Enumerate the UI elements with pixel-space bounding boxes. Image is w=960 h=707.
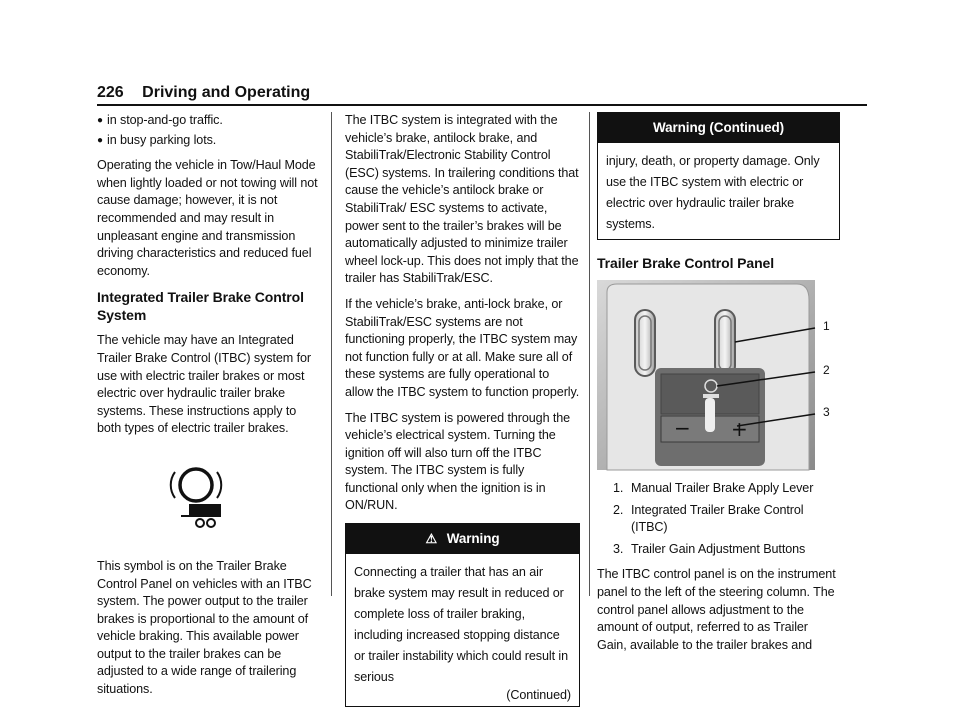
warning-continued-header: Warning (Continued) [598,113,839,143]
warning-header [346,524,579,554]
bullet-text: in stop-and-go traffic. [107,113,223,127]
bullet-item [97,132,319,150]
trailer-brake-symbol [97,464,319,544]
panel-photo [597,280,837,470]
list-item: 1. Manual Trailer Brake Apply Lever [613,481,814,495]
column-divider [589,112,590,596]
paragraph: Operating the vehicle in Tow/Haul Mode when lightly loaded or not towing will not cause damage; however, it is not recommended and may result in unpleasant engine and transmission driving characteristics and reduced fuel economy. [97,158,318,278]
paragraph: The ITBC system is integrated with the vehicle’s brake, antilock brake, and StabiliTrak/Electronic Stability Control (ESC) systems. In trailering conditions that cause the vehicle’s antilock brake or StabiliTrak/ ESC systems to activate, power sent to the trailer’s brakes will be automatically adjusted to minimize trailer wheel lock-up. This does not imply that the trailer has StabiliTrak/ESC. [345,113,579,286]
warning-box [345,523,580,707]
svg-text:+: + [731,417,748,441]
bullet-item [97,112,319,130]
column-2 [345,112,580,707]
paragraph: If the vehicle’s brake, anti-lock brake, or StabiliTrak/ESC systems are not functioning properly, the ITBC system may not function fully or at all. Make sure all of these systems are fully operational to allow the ITBC system to function properly. [345,296,580,399]
section-title: Driving and Operating [142,84,311,101]
paragraph: The ITBC control panel is on the instrument panel to the left of the steering column. The control panel allows adjustment to the amount of output, referred to as Trailer Gain, available to the trailer brakes and [597,567,836,652]
trailer-brake-panel-illustration [597,280,837,470]
callout-3: 3 [823,405,830,419]
bullet-text: in busy parking lots. [107,132,217,147]
list-item: 3. Trailer Gain Adjustment Buttons [613,541,806,556]
continued-label: (Continued) [506,688,571,703]
list-item: 2. Integrated Trailer Brake Control (ITBC) [613,502,804,535]
header-rule [97,104,867,106]
warning-text: Connecting a trailer that has an air brake system may result in reduced or complete loss of trailer braking, including increased stopping distance or trailer instability which could result in serious [354,565,568,685]
svg-text:−: − [674,416,691,440]
callout-1: 1 [823,319,830,333]
warning-body [346,554,579,706]
warning-triangle-icon: ⚠ [425,531,438,547]
section-heading: Integrated Trailer Brake Control System [97,289,304,324]
bullet-icon: ● [97,134,103,146]
paragraph: This symbol is on the Trailer Brake Control Panel on vehicles with an ITBC system. The power output to the trailer brakes is proportional to the amount of vehicle braking. This available power output to the trailer brakes can be adjusted to a wide range of trailering situations. [97,558,312,697]
warning-continued-box [597,112,840,240]
trailer-brake-icon [97,464,319,544]
column-1 [97,112,319,707]
column-divider [331,112,332,596]
section-heading: Trailer Brake Control Panel [597,255,775,271]
warning-continued-text: injury, death, or property damage. Only use the ITBC system with electric or electric over hydraulic trailer brake systems. [606,154,820,231]
bullet-icon: ● [97,115,103,126]
callout-2: 2 [823,363,830,377]
warning-title: Warning [446,531,500,547]
callout-legend [613,480,840,558]
paragraph: The ITBC system is powered through the vehicle’s electrical system. Turning the ignition off will also turn off the ITBC system. The ITBC system is fully functional only when the ignition is in ON/RUN. [345,410,571,513]
page-number: 226 [97,84,124,101]
paragraph: The vehicle may have an Integrated Trailer Brake Control (ITBC) system for use with electric trailer brakes or most electric over hydraulic trailer brake systems. These instructions apply to both types of electric trailer brakes. [97,333,311,436]
column-3 [597,112,840,662]
